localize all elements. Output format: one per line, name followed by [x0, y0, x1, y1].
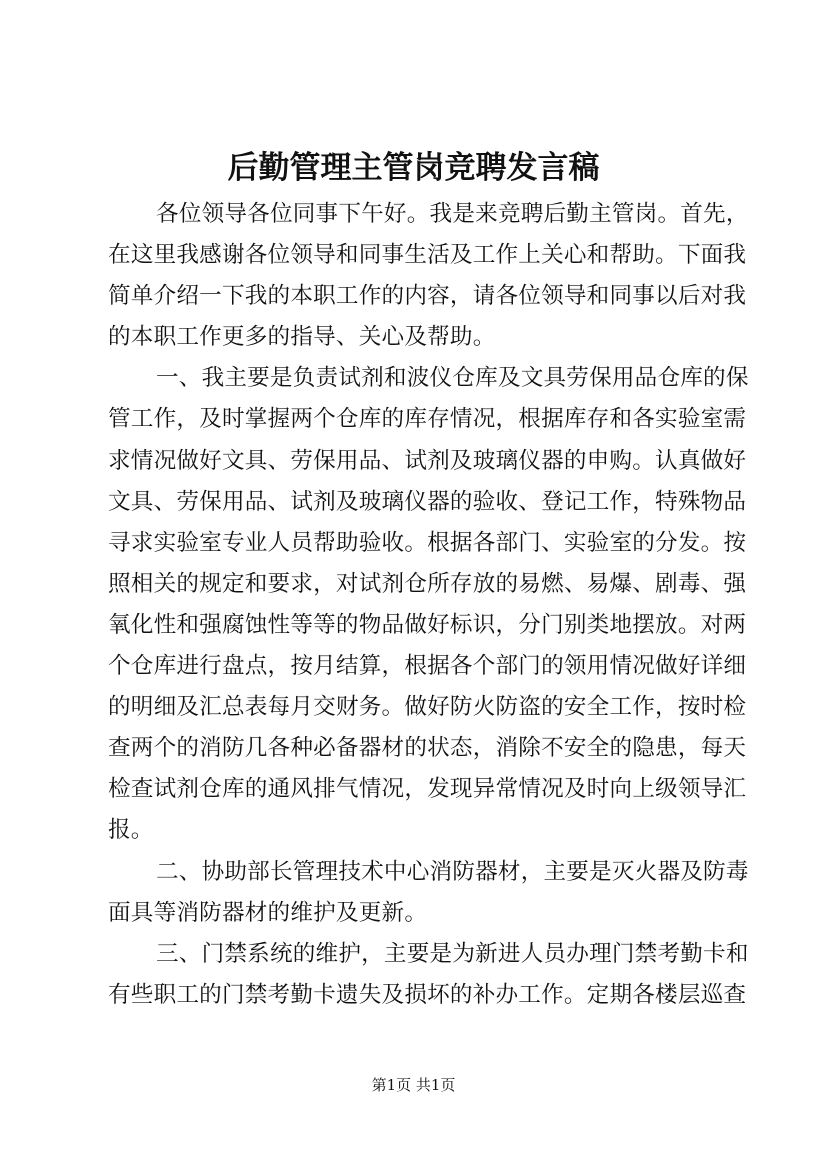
- paragraph-line: 寻求实验室专业人员帮助验收。根据各部门、实验室的分发。按: [108, 529, 747, 556]
- paragraph-line: 报。: [108, 817, 154, 844]
- paragraph-intro: [108, 194, 749, 358]
- paragraph-duty-one: [108, 358, 749, 851]
- paragraph-line: 的本职工作更多的指导、关心及帮助。: [108, 324, 496, 351]
- paragraph-line: 检查试剂仓库的通风排气情况，发现异常情况及时向上级领导汇: [108, 776, 747, 803]
- document-title: 后勤管理主管岗竞聘发言稿: [227, 150, 600, 186]
- paragraph-line: 管工作，及时掌握两个仓库的库存情况，根据库存和各实验室需: [108, 406, 747, 433]
- paragraph-line: 各位领导各位同事下午好。我是来竞聘后勤主管岗。首先，: [156, 201, 749, 227]
- paragraph-line: 氧化性和强腐蚀性等等的物品做好标识，分门别类地摆放。对两: [108, 611, 747, 638]
- paragraph-line: 照相关的规定和要求，对试剂仓所存放的易燃、易爆、剧毒、强: [108, 570, 747, 597]
- paragraph-line: 一、我主要是负责试剂和波仪仓库及文具劳保用品仓库的保: [156, 365, 749, 392]
- paragraph-line: 的明细及汇总表每月交财务。做好防火防盗的安全工作，按时检: [108, 694, 747, 721]
- paragraph-line: 查两个的消防几各种必备器材的状态，消除不安全的隐患，每天: [108, 735, 747, 762]
- paragraph-line: 有些职工的门禁考勤卡遗失及损坏的补办工作。定期各楼层巡查: [108, 981, 747, 1008]
- paragraph-line: 三、门禁系统的维护，主要是为新进人员办理门禁考勤卡和: [156, 940, 749, 967]
- paragraph-duty-three: [108, 934, 749, 1016]
- paragraph-line: 文具、劳保用品、试剂及玻璃仪器的验收、登记工作，特殊物品: [108, 488, 747, 515]
- paragraph-line: 简单介绍一下我的本职工作的内容，请各位领导和同事以后对我: [108, 283, 747, 310]
- page-footer: 第1页 共1页: [371, 1076, 456, 1094]
- paragraph-duty-two: [108, 852, 749, 934]
- paragraph-line: 求情况做好文具、劳保用品、试剂及玻璃仪器的申购。认真做好: [108, 447, 747, 474]
- document-body: [108, 194, 749, 1016]
- paragraph-line: 个仓库进行盘点，按月结算，根据各个部门的领用情况做好详细: [108, 653, 747, 680]
- paragraph-line: 在这里我感谢各位领导和同事生活及工作上关心和帮助。下面我: [108, 242, 747, 269]
- paragraph-line: 面具等消防器材的维护及更新。: [108, 899, 428, 926]
- paragraph-line: 二、协助部长管理技术中心消防器材，主要是灭火器及防毒: [156, 858, 749, 885]
